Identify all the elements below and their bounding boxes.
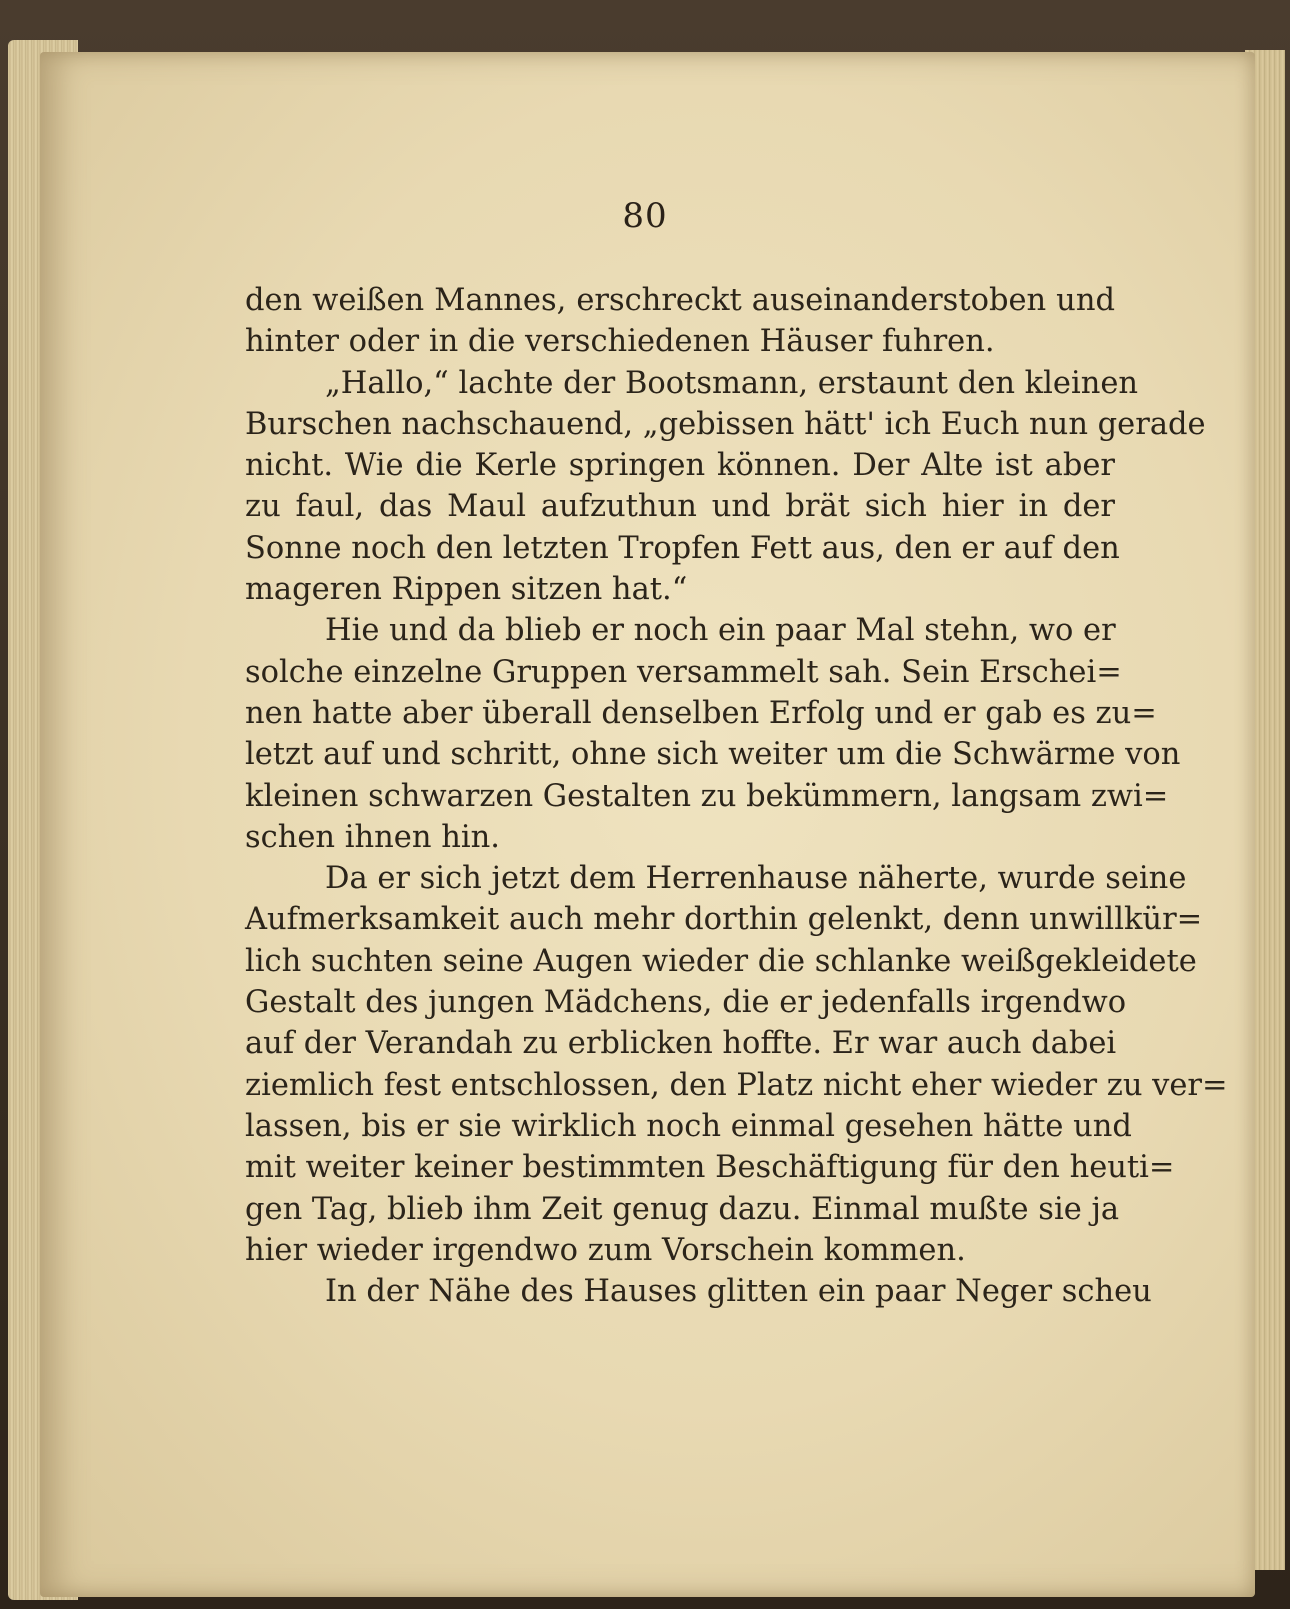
text-line: kleinen schwarzen Gestalten zu bekümmern, langsam zwi= — [245, 778, 1169, 814]
text-line: Hie und da blieb er noch ein paar Mal stehn, wo er — [325, 613, 1116, 649]
text-line: mageren Rippen sitzen hat.“ — [245, 572, 688, 608]
text-line: hinter oder in die verschiedenen Häuser fuhren. — [245, 324, 995, 360]
body-text — [245, 280, 1228, 1312]
text-line: lassen, bis er sie wirklich noch einmal gesehen hätte und — [245, 1108, 1132, 1144]
text-line: Gestalt des jungen Mädchens, die er jedenfalls irgendwo — [245, 985, 1127, 1021]
text-line: nen hatte aber überall denselben Erfolg und er gab es zu= — [245, 695, 1157, 731]
text-line: letzt auf und schritt, ohne sich weiter um die Schwärme von — [245, 737, 1181, 773]
text-line: gen Tag, blieb ihm Zeit genug dazu. Einmal mußte sie ja — [245, 1191, 1120, 1227]
text-line: Burschen nachschauend, „gebissen hätt' ich Euch nun gerade — [245, 406, 1206, 442]
text-line: nicht. Wie die Kerle springen können. Der Alte ist aber — [245, 448, 1115, 484]
text-line: ziemlich fest entschlossen, den Platz nicht eher wieder zu ver= — [245, 1067, 1228, 1103]
text-line: Da er sich jetzt dem Herrenhause näherte, wurde seine — [325, 861, 1187, 897]
text-line: hier wieder irgendwo zum Vorschein kommen. — [245, 1232, 966, 1268]
text-line: schen ihnen hin. — [245, 819, 500, 855]
text-line: „Hallo,“ lachte der Bootsmann, erstaunt den kleinen — [325, 365, 1139, 401]
page-number: 80 — [622, 196, 668, 236]
text-line: mit weiter keiner bestimmten Beschäftigung für den heuti= — [245, 1150, 1175, 1186]
text-line: solche einzelne Gruppen versammelt sah. Sein Erschei= — [245, 654, 1122, 690]
text-line: Aufmerksamkeit auch mehr dorthin gelenkt, denn unwillkür= — [245, 902, 1203, 938]
text-line: den weißen Mannes, erschreckt auseinanderstoben und — [245, 283, 1115, 318]
text-line: zu faul, das Maul aufzuthun und brät sich hier in der — [245, 489, 1115, 525]
text-line: In der Nähe des Hauses glitten ein paar Neger scheu — [325, 1274, 1152, 1310]
text-line: auf der Verandah zu erblicken hoffte. Er war auch dabei — [245, 1026, 1117, 1062]
text-line: lich suchten seine Augen wieder die schlanke weißgekleidete — [245, 943, 1197, 979]
text-line: Sonne noch den letzten Tropfen Fett aus, den er auf den — [245, 530, 1120, 566]
